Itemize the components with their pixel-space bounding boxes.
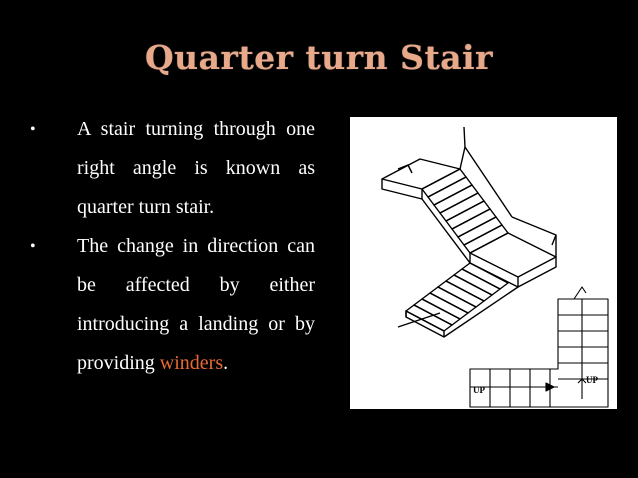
quarter-turn-stair-drawing — [350, 117, 617, 409]
up-label-right: UP — [586, 375, 598, 385]
bullet-list — [30, 110, 315, 383]
up-label-left: UP — [473, 385, 485, 395]
bullet-text-2-main: The change in direction can be affected by either introducing a landing or by providing — [77, 235, 315, 374]
bullet-marker: • — [30, 121, 36, 138]
bullet-text-2 — [77, 235, 315, 374]
bullet-item-1 — [30, 110, 315, 227]
upper-flight — [422, 127, 512, 263]
upper-landing — [382, 159, 460, 199]
bullet-text-1: A stair turning through one right angle is known as quarter turn stair. — [77, 118, 315, 218]
bullet-marker: • — [30, 238, 36, 255]
stair-illustration — [350, 117, 617, 409]
bullet-text-2-end: . — [223, 352, 229, 374]
winders-highlight: winders — [159, 352, 224, 374]
bullet-item-2 — [30, 227, 315, 383]
middle-landing — [470, 217, 556, 287]
slide-title: Quarter turn Stair — [144, 38, 494, 77]
lower-flight — [398, 263, 518, 337]
